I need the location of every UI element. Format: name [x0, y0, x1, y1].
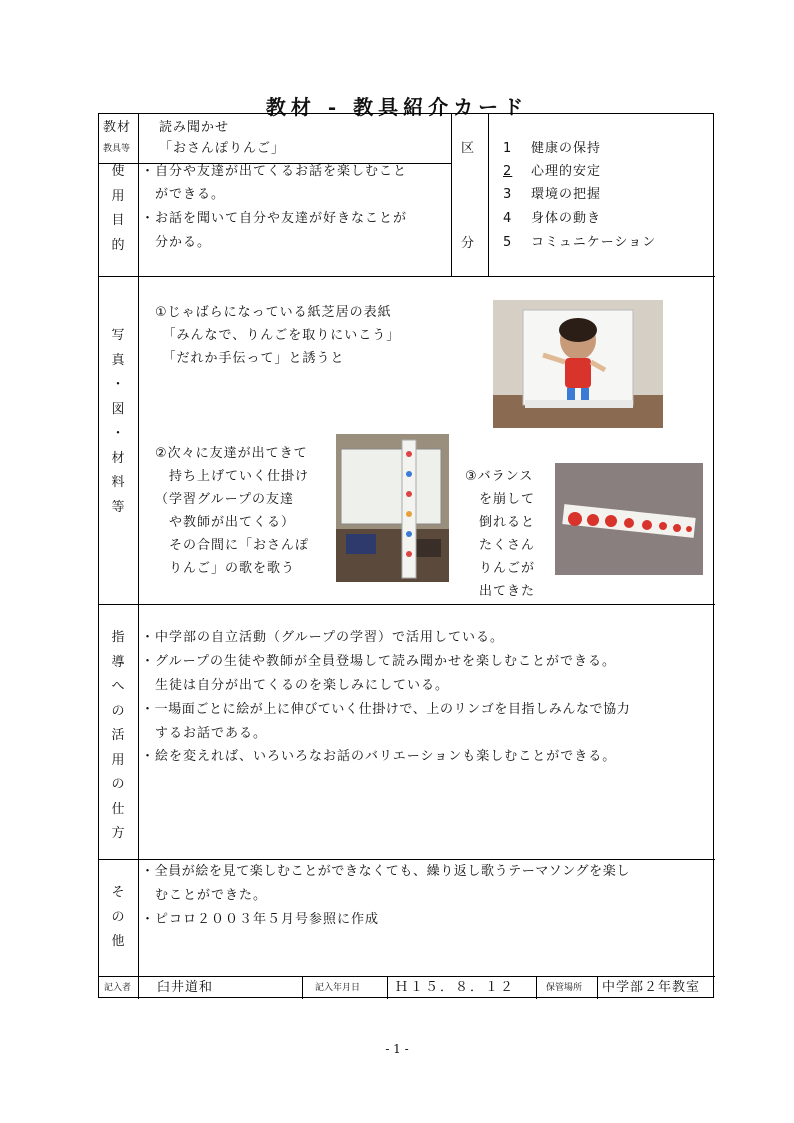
- step1-line: ①じゃばらになっている紙芝居の表紙: [155, 305, 392, 320]
- step2-line: 持ち上げていく仕掛け: [155, 469, 310, 484]
- label-kyogu: 教具等: [103, 144, 131, 154]
- other-line: むことができた。: [141, 888, 268, 903]
- label-author: 記入者: [104, 983, 132, 993]
- purpose-line: 分かる。: [141, 235, 212, 250]
- other-line: ・全員が絵を見て楽しむことができなくても、繰り返し歌うテーマソングを楽し: [141, 864, 630, 879]
- area-text: 健康の保持: [531, 141, 602, 156]
- page-number: - 1 -: [385, 1042, 409, 1056]
- photo-cover: [493, 300, 663, 428]
- photos-label: 写 真 ・ 図 ・ 材 料 等: [111, 328, 125, 515]
- label-ku: 区: [461, 141, 476, 156]
- photo-classroom: [336, 434, 449, 582]
- other-line: ・ピコロ２００３年５月号参照に作成: [141, 912, 380, 927]
- usage-line: ・中学部の自立活動（グループの学習）で活用している。: [141, 630, 504, 645]
- step1-line: 「みんなで、りんごを取りにいこう」: [155, 328, 401, 343]
- other-label: そ の 他: [111, 885, 125, 949]
- record-date: Ｈ１５．８．１２: [395, 980, 516, 995]
- usage-line: ・絵を変えれば、いろいろなお話のバリエーションも楽しむことができる。: [141, 749, 617, 764]
- area-num: 4: [503, 211, 513, 226]
- purpose-line: ・お話を聞いて自分や友達が好きなことが: [141, 211, 408, 226]
- card-table: [98, 113, 714, 998]
- purpose-line: ができる。: [141, 187, 226, 202]
- step2-line: りんご」の歌を歌う: [155, 561, 296, 576]
- step3-line: ③バランス: [465, 469, 534, 484]
- step1-line: 「だれか手伝って」と誘うと: [155, 351, 345, 366]
- usage-line: 生徒は自分が出てくるのを楽しみにしている。: [141, 678, 450, 693]
- label-place: 保管場所: [546, 983, 583, 993]
- label-bun: 分: [461, 236, 476, 251]
- step3-line: を崩して: [465, 492, 536, 507]
- area-text: 身体の動き: [531, 211, 602, 226]
- area-num: 3: [503, 187, 513, 202]
- step2-line: （学習グループの友達: [155, 492, 294, 507]
- area-text: 環境の把握: [531, 187, 602, 202]
- area-num-selected: 2: [503, 164, 513, 179]
- area-text: 心理的安定: [531, 164, 602, 179]
- area-text: コミュニケーション: [531, 235, 657, 250]
- author-name: 臼井道和: [157, 980, 214, 995]
- usage-label: 指 導 へ の 活 用 の 仕 方: [111, 630, 125, 841]
- area-num: 1: [503, 141, 513, 156]
- usage-line: ・一場面ごとに絵が上に伸びていく仕掛けで、上のリンゴを目指しみんなで協力: [141, 702, 631, 717]
- storage-place: 中学部２年教室: [602, 980, 701, 995]
- step2-line: ②次々に友達が出てきて: [155, 446, 308, 461]
- step3-line: 倒れると: [465, 515, 536, 530]
- step3-line: たくさん: [465, 538, 536, 553]
- usage-line: ・グループの生徒や教師が全員登場して読み聞かせを楽しむことができる。: [141, 654, 616, 669]
- page-title: 教材 - 教具紹介カード: [265, 95, 529, 119]
- step3-line: りんごが: [465, 561, 536, 576]
- step2-line: や教師が出てくる）: [155, 515, 296, 530]
- purpose-line: ・自分や友達が出てくるお話を楽しむこと: [141, 164, 408, 179]
- label-kyozai: 教材: [103, 120, 132, 135]
- step2-line: その合間に「おさんぽ: [155, 538, 310, 553]
- purpose-label: 使 用 目 的: [111, 164, 125, 253]
- area-num: 5: [503, 235, 513, 250]
- usage-line: するお話である。: [141, 726, 268, 741]
- material-kind: 読み聞かせ: [159, 120, 230, 135]
- material-name: 「おさんぽりんご」: [159, 141, 286, 156]
- photo-apples: [555, 463, 703, 575]
- label-date: 記入年月日: [315, 983, 361, 993]
- step3-line: 出てきた: [465, 584, 536, 599]
